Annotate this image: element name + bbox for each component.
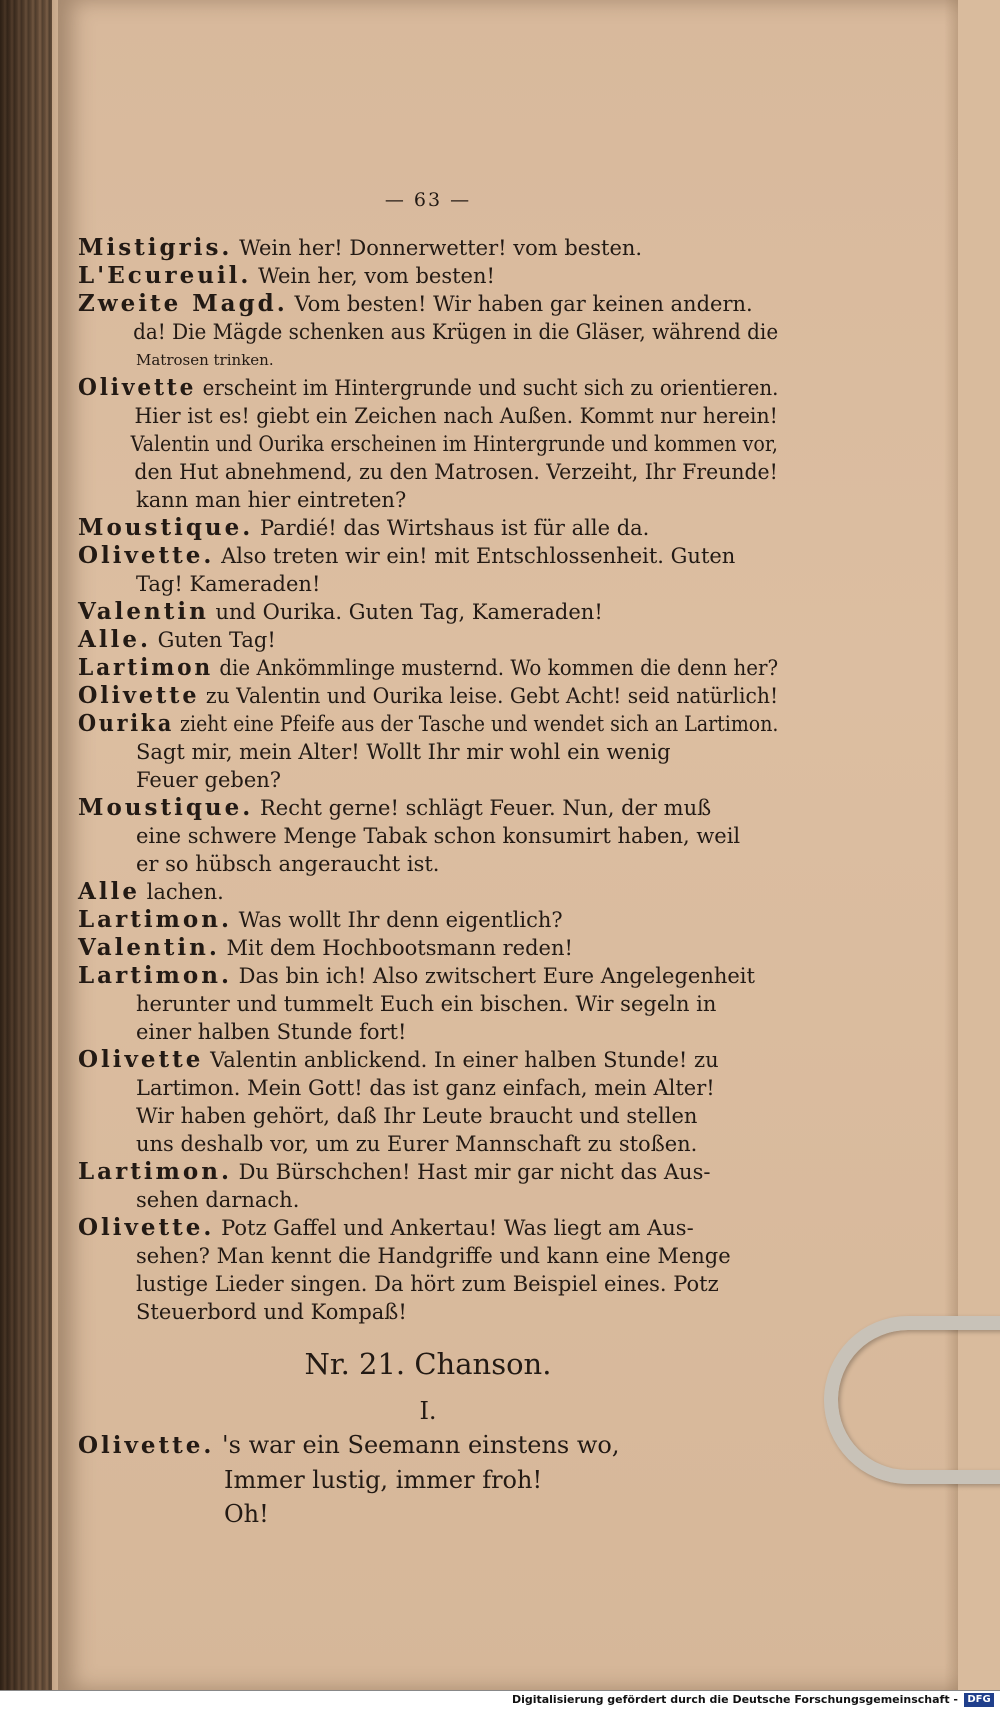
line-text: Guten Tag! <box>150 628 276 652</box>
text-line <box>78 290 778 318</box>
text-line <box>78 318 779 346</box>
line-text: und Ourika. Guten Tag, Kameraden! <box>208 600 603 624</box>
line-text: Potz Gaffel und Ankertau! Was liegt am Aus- <box>214 1216 694 1240</box>
line-text: zu Valentin und Ourika leise. Gebt Acht! seid natürlich! <box>199 684 779 708</box>
line-text: die Ankömmlinge musternd. Wo kommen die denn her? <box>213 656 779 680</box>
text-line <box>78 962 778 990</box>
text-line <box>78 934 778 962</box>
text-line <box>78 1298 778 1326</box>
line-text: Sagt mir, mein Alter! Wollt Ihr mir wohl ein wenig <box>136 740 671 764</box>
text-line <box>78 262 778 290</box>
line-text: Das bin ich! Also zwitschert Eure Angelegenheit <box>231 964 755 988</box>
line-text: Du Bürschchen! Hast mir gar nicht das Aus- <box>231 1160 711 1184</box>
speaker-name: Olivette. <box>78 542 215 569</box>
speaker-name: Ourika <box>78 710 175 737</box>
line-text: Steuerbord und Kompaß! <box>136 1300 407 1324</box>
line-text: erscheint im Hintergrunde und sucht sich zu orientieren. <box>196 376 779 400</box>
text-line <box>78 234 778 262</box>
line-text: Pardié! das Wirtshaus ist für alle da. <box>253 516 650 540</box>
line-text: herunter und tummelt Euch ein bischen. Wir segeln in <box>136 992 717 1016</box>
text-line <box>78 1270 778 1298</box>
text-line <box>78 598 778 626</box>
speaker-name: Moustique. <box>78 794 254 821</box>
speaker-name: Valentin. <box>78 934 220 961</box>
text-line <box>78 542 778 570</box>
text-line <box>78 1018 778 1046</box>
line-text: Recht gerne! schlägt Feuer. Nun, der muß <box>253 796 712 820</box>
text-line <box>78 514 778 542</box>
text-line <box>78 626 778 654</box>
speaker-name: Lartimon. <box>78 962 232 989</box>
speaker-name: Alle <box>78 878 140 905</box>
speaker-name: Lartimon <box>78 654 214 681</box>
line-text: Valentin und Ourika erscheinen im Hintergrunde und kommen vor, <box>130 432 778 456</box>
line-text: Hier ist es! giebt ein Zeichen nach Außen. Kommt nur herein! <box>134 404 778 428</box>
line-text: kann man hier eintreten? <box>136 488 407 512</box>
line-text: Wein her! Donnerwetter! vom besten. <box>232 236 643 260</box>
text-line <box>78 1130 778 1158</box>
speaker-name: Olivette <box>78 682 200 709</box>
line-text: Tag! Kameraden! <box>136 572 321 596</box>
line-text: Vom besten! Wir haben gar keinen andern. <box>287 292 753 316</box>
speaker-name: Olivette. <box>78 1432 215 1459</box>
text-line <box>78 794 778 822</box>
text-line <box>78 1102 778 1130</box>
text-line <box>78 1242 778 1270</box>
song-text: 's war ein Seemann einstens wo, <box>214 1431 620 1459</box>
speaker-name: Olivette <box>78 374 197 401</box>
line-text: Lartimon. Mein Gott! das ist ganz einfach, mein Alter! <box>136 1076 715 1100</box>
dialogue-block <box>78 234 778 1326</box>
speaker-name: Zweite Magd. <box>78 290 288 317</box>
text-line <box>78 766 778 794</box>
paper-clip <box>824 1316 1000 1484</box>
speaker-name: Olivette. <box>78 1214 215 1241</box>
line-text: Wir haben gehört, daß Ihr Leute braucht und stellen <box>136 1104 698 1128</box>
text-line <box>78 374 779 402</box>
page-number: — 63 — <box>384 189 472 211</box>
line-text: Feuer geben? <box>136 768 282 792</box>
line-text: lustige Lieder singen. Da hört zum Beispiel eines. Potz <box>136 1272 719 1296</box>
line-text: einer halben Stunde fort! <box>136 1020 407 1044</box>
speaker-name: L'Ecureuil. <box>78 262 252 289</box>
page-content <box>78 186 778 1531</box>
text-line <box>78 1046 778 1074</box>
text-line <box>78 1074 778 1102</box>
text-line <box>78 654 779 682</box>
text-line <box>78 682 779 710</box>
line-text: sehen darnach. <box>136 1188 300 1212</box>
line-text: uns deshalb vor, um zu Eurer Mannschaft zu stoßen. <box>136 1132 698 1156</box>
line-text: den Hut abnehmend, zu den Matrosen. Verzeiht, Ihr Freunde! <box>134 460 778 484</box>
text-line <box>78 710 779 738</box>
line-text: zieht eine Pfeife aus der Tasche und wendet sich an Lartimon. <box>174 712 779 736</box>
text-line <box>78 1214 778 1242</box>
text-line <box>78 458 778 486</box>
song-section-number: I. <box>419 1397 437 1425</box>
line-text: Also treten wir ein! mit Entschlossenheit. Guten <box>214 544 736 568</box>
song-heading: Nr. 21. Chanson. <box>304 1347 552 1381</box>
line-text: Wein her, vom besten! <box>251 264 495 288</box>
line-text: sehen? Man kennt die Handgriffe und kann eine Menge <box>136 1244 731 1268</box>
text-line <box>78 1158 778 1186</box>
line-text: Matrosen trinken. <box>136 351 274 369</box>
text-line <box>78 822 778 850</box>
speaker-name: Valentin <box>78 598 209 625</box>
speaker-name: Mistigris. <box>78 234 233 261</box>
line-text: er so hübsch angeraucht ist. <box>136 852 440 876</box>
speaker-name: Alle. <box>78 626 151 653</box>
speaker-name: Lartimon. <box>78 906 232 933</box>
speaker-name: Lartimon. <box>78 1158 232 1185</box>
text-line <box>78 570 778 598</box>
footer-credit: Digitalisierung gefördert durch die Deutsche Forschungsgemeinschaft - <box>511 1693 958 1706</box>
text-line <box>78 990 778 1018</box>
text-line <box>78 486 778 514</box>
line-text: Mit dem Hochbootsmann reden! <box>219 936 573 960</box>
book-page <box>58 0 958 1690</box>
line-text: lachen. <box>139 880 224 904</box>
dfg-logo: DFG <box>964 1693 994 1707</box>
speaker-name: Moustique. <box>78 514 254 541</box>
text-line <box>78 738 778 766</box>
digitization-footer <box>0 1690 1000 1710</box>
line-text: eine schwere Menge Tabak schon konsumirt haben, weil <box>136 824 741 848</box>
line-text: Was wollt Ihr denn eigentlich? <box>231 908 563 932</box>
song-line: Oh! <box>224 1500 269 1528</box>
song-line <box>78 1428 778 1463</box>
text-line <box>78 878 778 906</box>
text-line <box>78 1186 778 1214</box>
text-line <box>78 346 778 374</box>
line-text: da! Die Mägde schenken aus Krügen in die Gläser, während die <box>133 320 779 344</box>
text-line <box>78 850 778 878</box>
song-block <box>78 1428 778 1531</box>
line-text: Valentin anblickend. In einer halben Stunde! zu <box>203 1048 719 1072</box>
text-line <box>78 402 778 430</box>
text-line <box>78 430 778 458</box>
text-line <box>78 906 778 934</box>
speaker-name: Olivette <box>78 1046 204 1073</box>
song-line: Immer lustig, immer froh! <box>224 1466 543 1494</box>
